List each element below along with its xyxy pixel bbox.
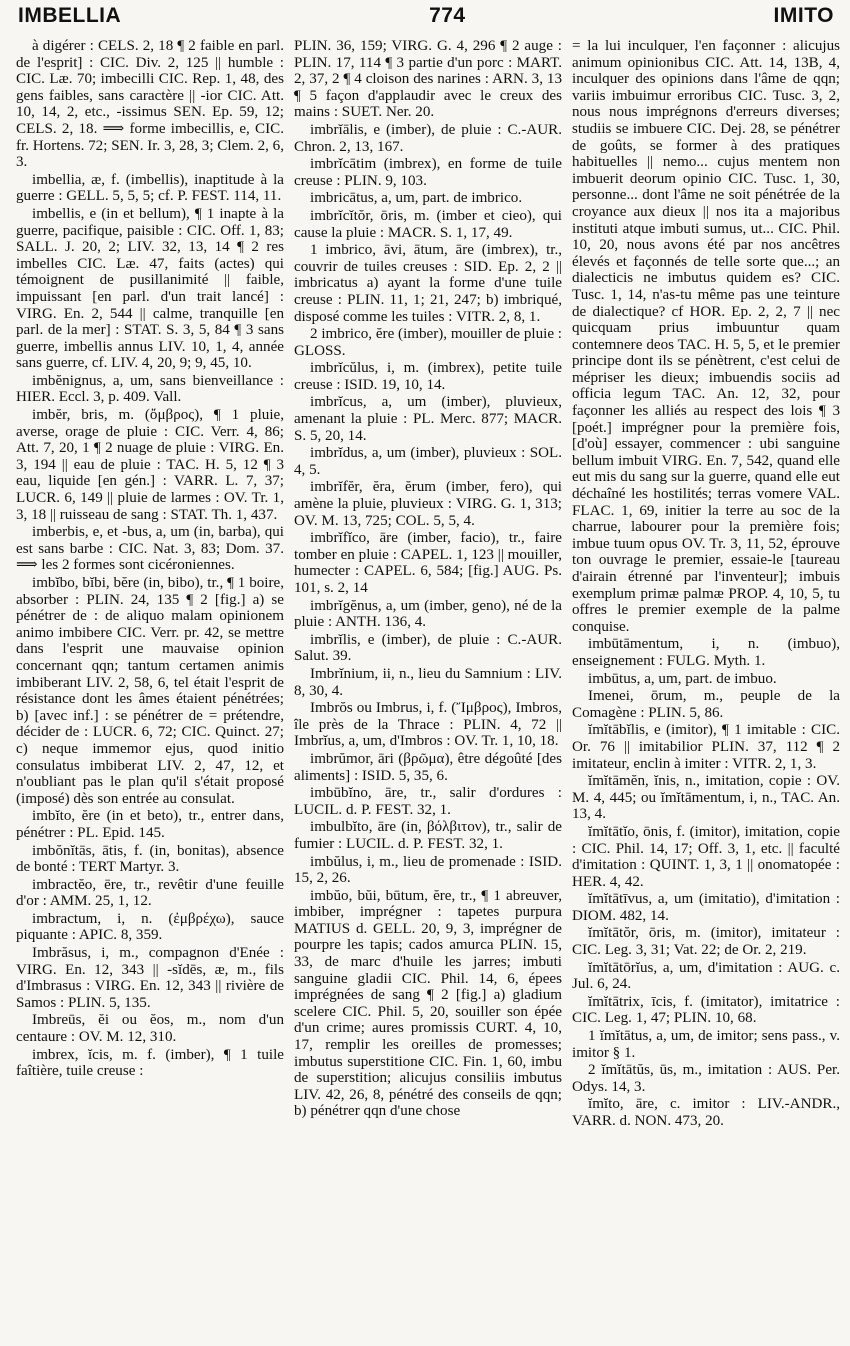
dictionary-entry: ĭmĭtātōrĭus, a, um, d'imitation : AUG. c. Jul. 6, 24. — [572, 959, 840, 993]
dictionary-entry: 1 ĭmĭtātus, a, um, de imitor; sens pass., v. imitor § 1. — [572, 1028, 840, 1061]
dictionary-entry: imbrĭcus, a, um (imber), pluvieux, amenant la pluie : PL. Merc. 877; MACR. S. 5, 20, 14. — [294, 394, 562, 444]
dictionary-entry: imbŭlus, i, m., lieu de promenade : ISID. 15, 2, 26. — [294, 853, 562, 887]
dictionary-entry: ĭmĭtāmĕn, ĭnis, n., imitation, copie : OV. M. 4, 445; ou ĭmĭtāmentum, i, n., TAC. An. 13, 4. — [572, 773, 840, 823]
dictionary-entry: 2 ĭmĭtātŭs, ūs, m., imitation : AUS. Per. Odys. 14, 3. — [572, 1062, 840, 1095]
dictionary-entry: imbrĭfĭco, āre (imber, facio), tr., faire tomber en pluie : CAPEL. 1, 123 || mouiller, humecter : CAPEL. 6, 584; [fig.] AUG. Ps. 101, s. 2, 14 — [294, 530, 562, 596]
column-3 — [572, 38, 840, 1340]
header-left-guideword: IMBELLIA — [18, 4, 122, 27]
dictionary-entry: imbrŭmor, āri (βρῶμα), être dégoûté [des aliments] : ISID. 5, 35, 6. — [294, 750, 562, 784]
dictionary-entry: = la lui inculquer, l'en façonner : alicujus animum opinionibus CIC. Att. 14, 13B, 4, inculquer des opinions dans l'âme de qqn; variis imbuimur erroribus CIC. Tusc. 3, 2, nous nous imprégnons d'erreurs diverses; studiis se imbuere CIC. Dej. 28, se pénétrer de goûts, se former à des pratiques habituelles || nemo... cujus mentem non imbuerit deorum opinio CIC. Tusc. 1, 30, personne... dont l'âme ne soit pénétrée de la croyance aux dieux || nos ita a majoribus instituti atque imbuti sumus, ut... CIC. Phil. 10, 20, nous avons été par nos ancêtres élevés et façonnés de telle sorte que...; an dialecticis ne imbutus quidem es? CIC. Tusc. 1, 14, n'as-tu même pas une teinture de dialectique? cf HOR. Ep. 2, 2, 7 || nec quicquam prius imbuuntur quam contemnere deos TAC. H. 5, 5, et le premier principe dont ils se pénètrent, c'est celui de mépriser les dieux; imbuendis sociis ad officia legum TAC. An. 12, 32, pour façonner les alliés au respect des lois ¶ 3 [poét.] imprégner pour la première fois, [d'où] essayer, commencer : ubi sanguine bellum imbuit VIRG. En. 7, 542, quand elle eut mis du sang sur la guerre, quand elle eut déchaîné les hostilités; terras vomere VAL. FLAC. 1, 69, initier la terre au soc de la charrue, labourer pour la première fois; imbue tuum opus OV. Tr. 3, 11, 52, éprouve ton ouvrage le premier, essaie-le [taureau d'airain étrenné par l'inventeur]; imbuis exemplum primæ palmæ PROP. 4, 10, 5, tu offres le premier exemple de la palme conquise. — [572, 38, 840, 635]
header-right-guideword: IMITO — [773, 4, 834, 27]
dictionary-entry: imbrĭfĕr, ĕra, ĕrum (imber, fero), qui amène la pluie, pluvieux : VIRG. G. 1, 313; OV. M. 13, 725; COL. 5, 5, 4. — [294, 479, 562, 529]
page-number: 774 — [429, 4, 466, 27]
dictionary-entry: à digérer : CELS. 2, 18 ¶ 2 faible en parl. de l'esprit] : CIC. Div. 2, 125 || humble : CIC. Læ. 70; imbecilli CIC. Rep. 1, 48, des gens faibles, sans caractère || -ior CIC. Att. 10, 14, 2, etc., -issimus SEN. Ep. 59, 12; CELS. 2, 18. ⟹ forme imbecillis, e, CIC. fr. Hortens. 72; SEN. Ir. 3, 28, 3; Clem. 2, 6, 3. — [16, 38, 284, 171]
dictionary-entry: Imbrĭnium, ii, n., lieu du Samnium : LIV. 8, 30, 4. — [294, 665, 562, 699]
dictionary-entry: imbellia, æ, f. (imbellis), inaptitude à la guerre : GELL. 5, 5, 5; cf. P. FEST. 114, 11. — [16, 171, 284, 205]
dictionary-entry: imbrĭālis, e (imber), de pluie : C.-AUR. Chron. 2, 13, 167. — [294, 121, 562, 155]
text-columns — [16, 38, 840, 1340]
dictionary-entry: imbrĭcŭlus, i, m. (imbrex), petite tuile creuse : ISID. 19, 10, 14. — [294, 360, 562, 393]
dictionary-entry: ĭmĭtātŏr, ōris, m. (imitor), imitateur : CIC. Leg. 3, 31; Vat. 22; de Or. 2, 219. — [572, 925, 840, 959]
dictionary-entry: imbĕr, bris, m. (ὄμβρος), ¶ 1 pluie, averse, orage de pluie : CIC. Verr. 4, 86; Att. 7, 20, 1 ¶ 2 nuage de pluie : VIRG. En. 3, 194 || eau de pluie : TAC. H. 5, 12 ¶ 3 eau, liquide [en gén.] : VARR. L. 7, 37; LUCR. 6, 149 || pluie de larmes : OV. Tr. 1, 3, 18 || ruisseau de sang : STAT. Th. 1, 437. — [16, 407, 284, 523]
dictionary-entry: ĭmĭtātīvus, a, um (imitatio), d'imitation : DIOM. 482, 14. — [572, 891, 840, 924]
dictionary-entry: Imbrăsus, i, m., compagnon d'Enée : VIRG. En. 12, 343 || -sĭdēs, æ, m., fils d'Imbrasus : VIRG. En. 12, 343 || rivière de Samos : PLIN. 5, 135. — [16, 945, 284, 1011]
dictionary-entry: Imbreūs, ĕi ou ĕos, m., nom d'un centaure : OV. M. 12, 310. — [16, 1012, 284, 1046]
dictionary-entry: imbrex, ĭcis, m. f. (imber), ¶ 1 tuile faîtière, tuile creuse : — [16, 1046, 284, 1080]
dictionary-entry: ĭmĭtābĭlis, e (imitor), ¶ 1 imitable : CIC. Or. 76 || imitabilior PLIN. 37, 112 ¶ 2 imitateur, enclin à imiter : VITR. 2, 1, 3. — [572, 722, 840, 772]
dictionary-entry: 1 imbrico, āvi, ātum, āre (imbrex), tr., couvrir de tuiles creuses : SID. Ep. 2, 2 || imbricatus a) ayant la forme d'une tuile creuse : PLIN. 11, 1; 21, 247; b) imbriqué, disposé comme les tuiles : VITR. 2, 8, 1. — [294, 242, 562, 325]
dictionary-entry: ĭmĭtātĭo, ōnis, f. (imitor), imitation, copie : CIC. Phil. 14, 17; Off. 3, 1, etc. || faculté d'imitation : QUINT. 1, 3, 1 || onomatopée : HER. 4, 42. — [572, 823, 840, 890]
dictionary-entry: imbrĭcĭtŏr, ōris, m. (imber et cieo), qui cause la pluie : MACR. S. 1, 17, 49. — [294, 207, 562, 241]
dictionary-entry: imbrĭgĕnus, a, um (imber, geno), né de la pluie : ANTH. 136, 4. — [294, 597, 562, 631]
dictionary-entry: Imbrŏs ou Imbrus, i, f. (Ἴμβρος), Imbros, île près de la Thrace : PLIN. 4, 72 || Imbrĭus, a, um, d'Imbros : OV. Tr. 1, 10, 18. — [294, 700, 562, 750]
column-2 — [294, 38, 562, 1340]
dictionary-entry: imbractum, i, n. (ἐμβρέχω), sauce piquante : APIC. 8, 359. — [16, 910, 284, 944]
dictionary-entry: imbūtāmentum, i, n. (imbuo), enseignement : FULG. Myth. 1. — [572, 636, 840, 669]
dictionary-entry: imbellis, e (in et bellum), ¶ 1 inapte à la guerre, pacifique, paisible : CIC. Off. 1, 83; SALL. J. 20, 2; LIV. 32, 13, 14 ¶ 2 res imbelles CIC. Læ. 47, faits (actes) qui témoignent de pusillanimité || faible, impuissant [en parl. d'un trait lancé] : VIRG. En. 2, 544 || calme, tranquille [en parl. de la mer] : STAT. S. 3, 5, 84 ¶ 3 sans guerre, imbellis annus LIV. 10, 1, 4, année sans guerre, cf. LIV. 4, 20, 9; 9, 45, 10. — [16, 205, 284, 372]
dictionary-entry: imbŭo, bŭi, būtum, ĕre, tr., ¶ 1 abreuver, imbiber, imprégner : tapetes purpura MATIUS d. GELL. 20, 9, 3, imprégner de pourpre les tapis; cados amurca PLIN. 15, 33, de marc d'huile les jarres; imbuti sanguine gladii CIC. Phil. 14, 6, épees imprégnées de sang ¶ 2 [fig.] a) gladium scelere CIC. Phil. 5, 20, souiller son épée d'un crime; aures promissis CURT. 4, 10, 17, remplir les oreilles de promesses; imbutus superstitione CIC. Fin. 1, 60, imbu de superstition; alicujus consiliis imbutus LIV. 42, 26, 8, pénétré des conseils de qqn; b) pénétrer qqn d'une chose — [294, 887, 562, 1120]
dictionary-entry: imbulbĭto, āre (in, βόλβιτον), tr., salir de fumier : LUCIL. d. P. FEST. 32, 1. — [294, 819, 562, 852]
dictionary-entry: 2 imbrico, ĕre (imber), mouiller de pluie : GLOSS. — [294, 326, 562, 359]
dictionary-entry: imbŏnĭtās, ātis, f. (in, bonitas), absence de bonté : TERT Martyr. 3. — [16, 842, 284, 876]
running-header — [16, 4, 840, 38]
dictionary-entry: imbĕnignus, a, um, sans bienveillance : HIER. Eccl. 3, p. 409. Vall. — [16, 372, 284, 406]
dictionary-entry: imbūtus, a, um, part. de imbuo. — [588, 670, 777, 687]
dictionary-entry: imbĭbo, bĭbi, bĕre (in, bibo), tr., ¶ 1 boire, absorber : PLIN. 24, 135 ¶ 2 [fig.] a) se pénétrer de : de aliquo malam opinionem animo imbibere CIC. Verr. pr. 42, se mettre dans l'esprit une mauvaise opinion concernant qqn; tantum certamen animis imbiberant LIV. 2, 58, 6, tel était l'esprit de résistance dont les âmes étaient pénétrées; b) [avec inf.] : se pénétrer de = prétendre, décider de : LUCR. 6, 72; CIC. Quinct. 27; c) neque immemor ejus, quod initio consulatus imbiberat LIV. 2, 47, 12, et n'oubliant pas le plan qu'il s'était proposé (imposé) dès son entrée au consulat. — [16, 575, 284, 807]
dictionary-entry: imbractĕo, ēre, tr., revêtir d'une feuille d'or : AMM. 25, 1, 12. — [16, 876, 284, 910]
dictionary-entry: imbrĭcātim (imbrex), en forme de tuile creuse : PLIN. 9, 103. — [294, 156, 562, 189]
dictionary-entry: imbrĭdus, a, um (imber), pluvieux : SOL. 4, 5. — [294, 445, 562, 478]
dictionary-entry: imberbis, e, et -bus, a, um (in, barba), qui est sans barbe : CIC. Nat. 3, 83; Dom. 37. ⟹ les 2 formes sont cicéroniennes. — [16, 524, 284, 574]
dictionary-entry: PLIN. 36, 159; VIRG. G. 4, 296 ¶ 2 auge : PLIN. 17, 114 ¶ 3 partie d'un porc : MART. 2, 37, 2 ¶ 4 cloison des narines : ARN. 3, 13 ¶ 5 façon d'applaudir avec le creux des mains : SUET. Ner. 20. — [294, 38, 562, 121]
dictionary-entry: imbĭto, ĕre (in et beto), tr., entrer dans, pénétrer : PL. Epid. 145. — [16, 808, 284, 841]
dictionary-entry: Imenei, ōrum, m., peuple de la Comagène : PLIN. 5, 86. — [572, 688, 840, 721]
dictionary-entry: ĭmĭto, āre, c. imitor : LIV.-ANDR., VARR. d. NON. 473, 20. — [572, 1096, 840, 1129]
dictionary-entry: imbrĭlis, e (imber), de pluie : C.-AUR. Salut. 39. — [294, 631, 562, 665]
dictionary-entry: ĭmĭtātrix, īcis, f. (imitator), imitatrice : CIC. Leg. 1, 47; PLIN. 10, 68. — [572, 993, 840, 1027]
dictionary-entry: imbricātus, a, um, part. de imbrico. — [310, 190, 523, 207]
dictionary-entry: imbūbĭno, āre, tr., salir d'ordures : LUCIL. d. P. FEST. 32, 1. — [294, 785, 562, 818]
column-1 — [16, 38, 284, 1340]
